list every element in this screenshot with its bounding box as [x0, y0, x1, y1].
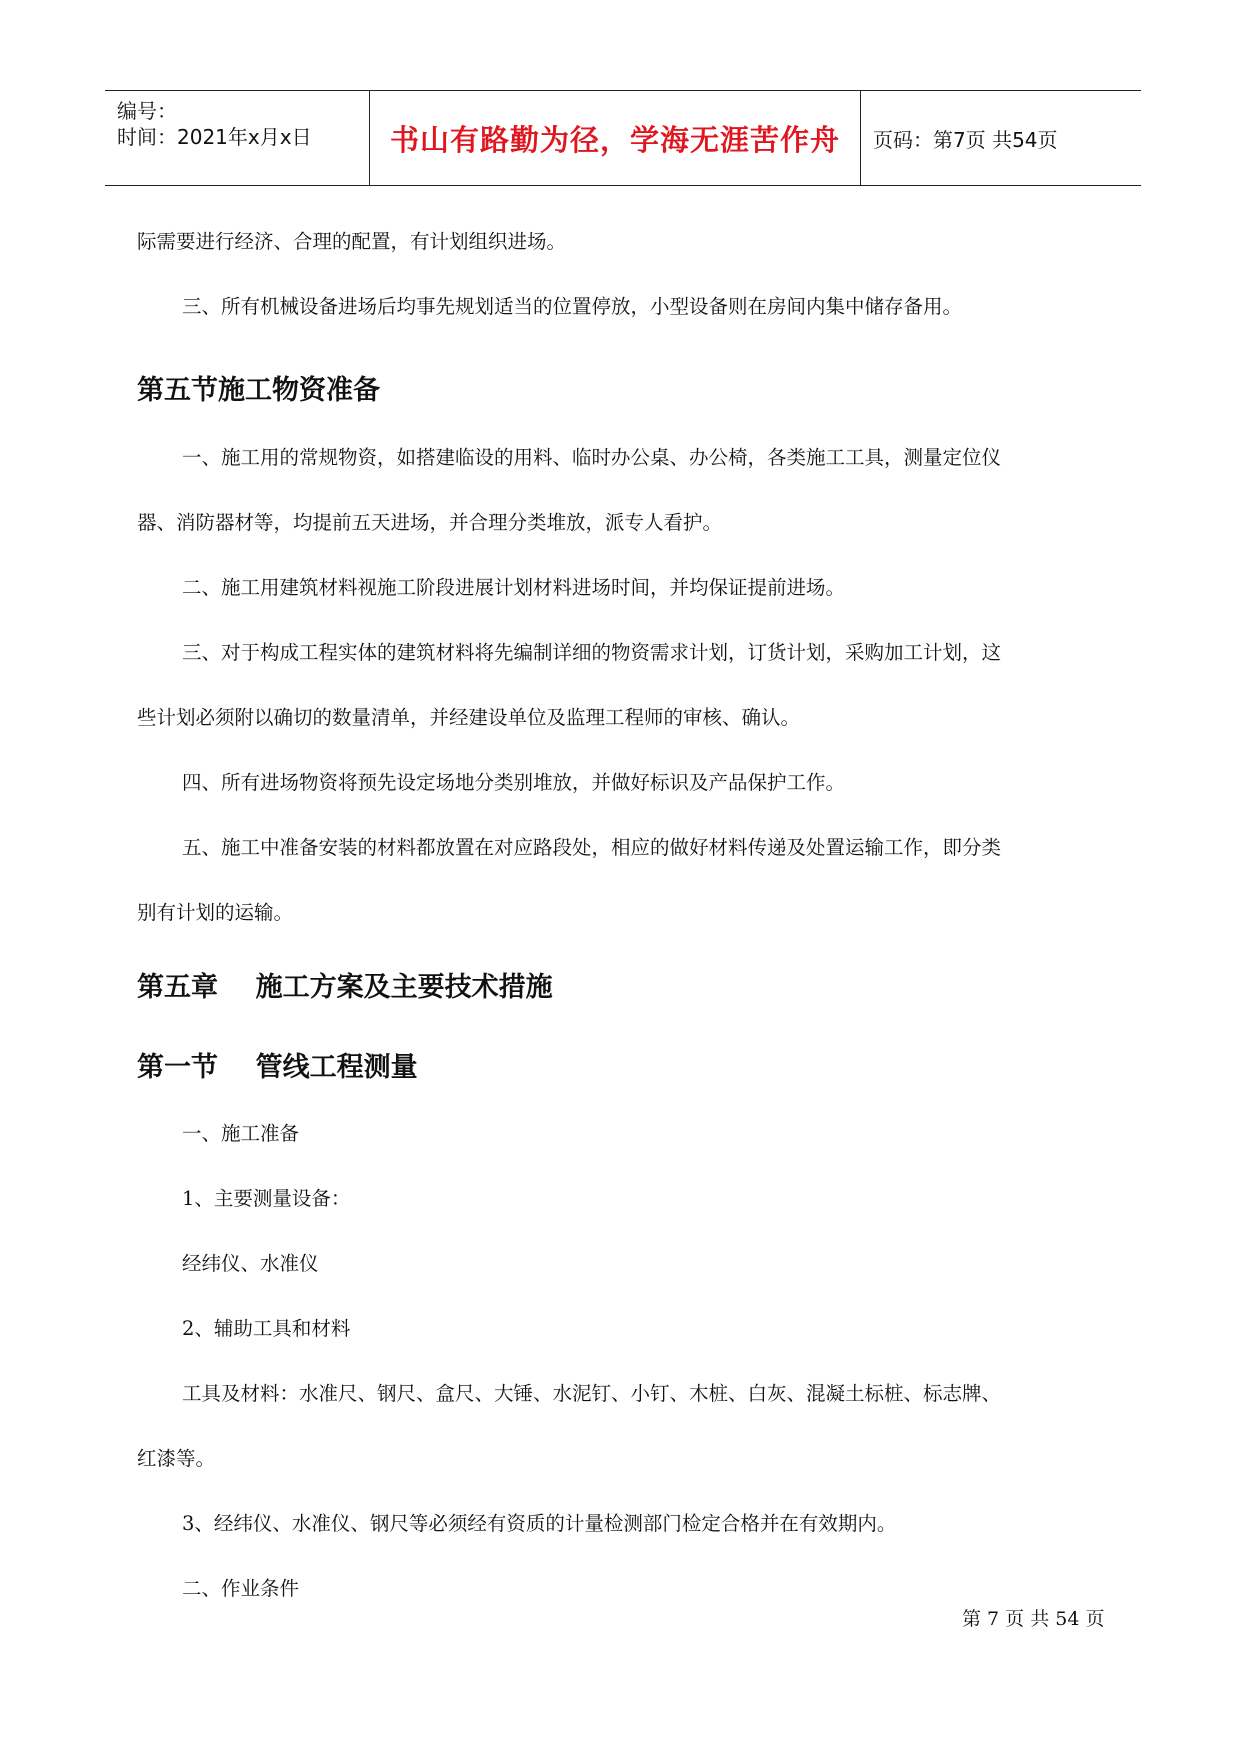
paragraph: 二、施工用建筑材料视施工阶段进展计划材料进场时间，并均保证提前进场。 — [182, 576, 846, 599]
document-number-label: 编号： — [117, 99, 177, 123]
paragraph: 一、施工准备 — [182, 1122, 300, 1145]
header-page-label: 页码：第7页 共54页 — [873, 127, 1058, 152]
paragraph: 1、主要测量设备： — [182, 1187, 351, 1210]
paragraph: 四、所有进场物资将预先设定场地分类别堆放，并做好标识及产品保护工作。 — [182, 771, 846, 794]
chapter-heading: 第五章 施工方案及主要技术措施 — [137, 972, 553, 1003]
paragraph: 三、对于构成工程实体的建筑材料将先编制详细的物资需求计划，订货计划，采购加工计划，这 — [182, 641, 1002, 664]
paragraph: 经纬仪、水准仪 — [182, 1252, 319, 1275]
header-page-cell — [861, 91, 1141, 185]
paragraph: 一、施工用的常规物资，如搭建临设的用料、临时办公桌、办公椅，各类施工工具，测量定位仪 — [182, 446, 1002, 469]
section-heading: 第一节 管线工程测量 — [137, 1052, 418, 1083]
paragraph: 际需要进行经济、合理的配置，有计划组织进场。 — [137, 230, 567, 253]
section-heading: 第五节施工物资准备 — [137, 375, 380, 406]
header-motto-cell — [370, 91, 861, 185]
paragraph: 五、施工中准备安装的材料都放置在对应路段处，相应的做好材料传递及处置运输工作，即分类 — [182, 836, 1002, 859]
page-footer: 第 7 页 共 54 页 — [962, 1608, 1105, 1630]
header-motto: 书山有路勤为径，学海无涯苦作舟 — [389, 122, 840, 157]
header-meta — [105, 91, 370, 185]
paragraph: 些计划必须附以确切的数量清单，并经建设单位及监理工程师的审核、确认。 — [137, 706, 801, 729]
document-time-label: 时间：2021年x月x日 — [117, 125, 312, 149]
paragraph: 红漆等。 — [137, 1447, 216, 1470]
paragraph: 3、经纬仪、水准仪、钢尺等必须经有资质的计量检测部门检定合格并在有效期内。 — [182, 1512, 897, 1535]
paragraph: 别有计划的运输。 — [137, 901, 294, 924]
page-header — [105, 90, 1141, 186]
paragraph: 二、作业条件 — [182, 1577, 300, 1600]
paragraph: 2、辅助工具和材料 — [182, 1317, 351, 1340]
paragraph: 工具及材料：水准尺、钢尺、盒尺、大锤、水泥钉、小钉、木桩、白灰、混凝土标桩、标志牌、 — [182, 1382, 1002, 1405]
paragraph: 三、所有机械设备进场后均事先规划适当的位置停放，小型设备则在房间内集中储存备用。 — [182, 295, 963, 318]
paragraph: 器、消防器材等，均提前五天进场，并合理分类堆放，派专人看护。 — [137, 511, 723, 534]
